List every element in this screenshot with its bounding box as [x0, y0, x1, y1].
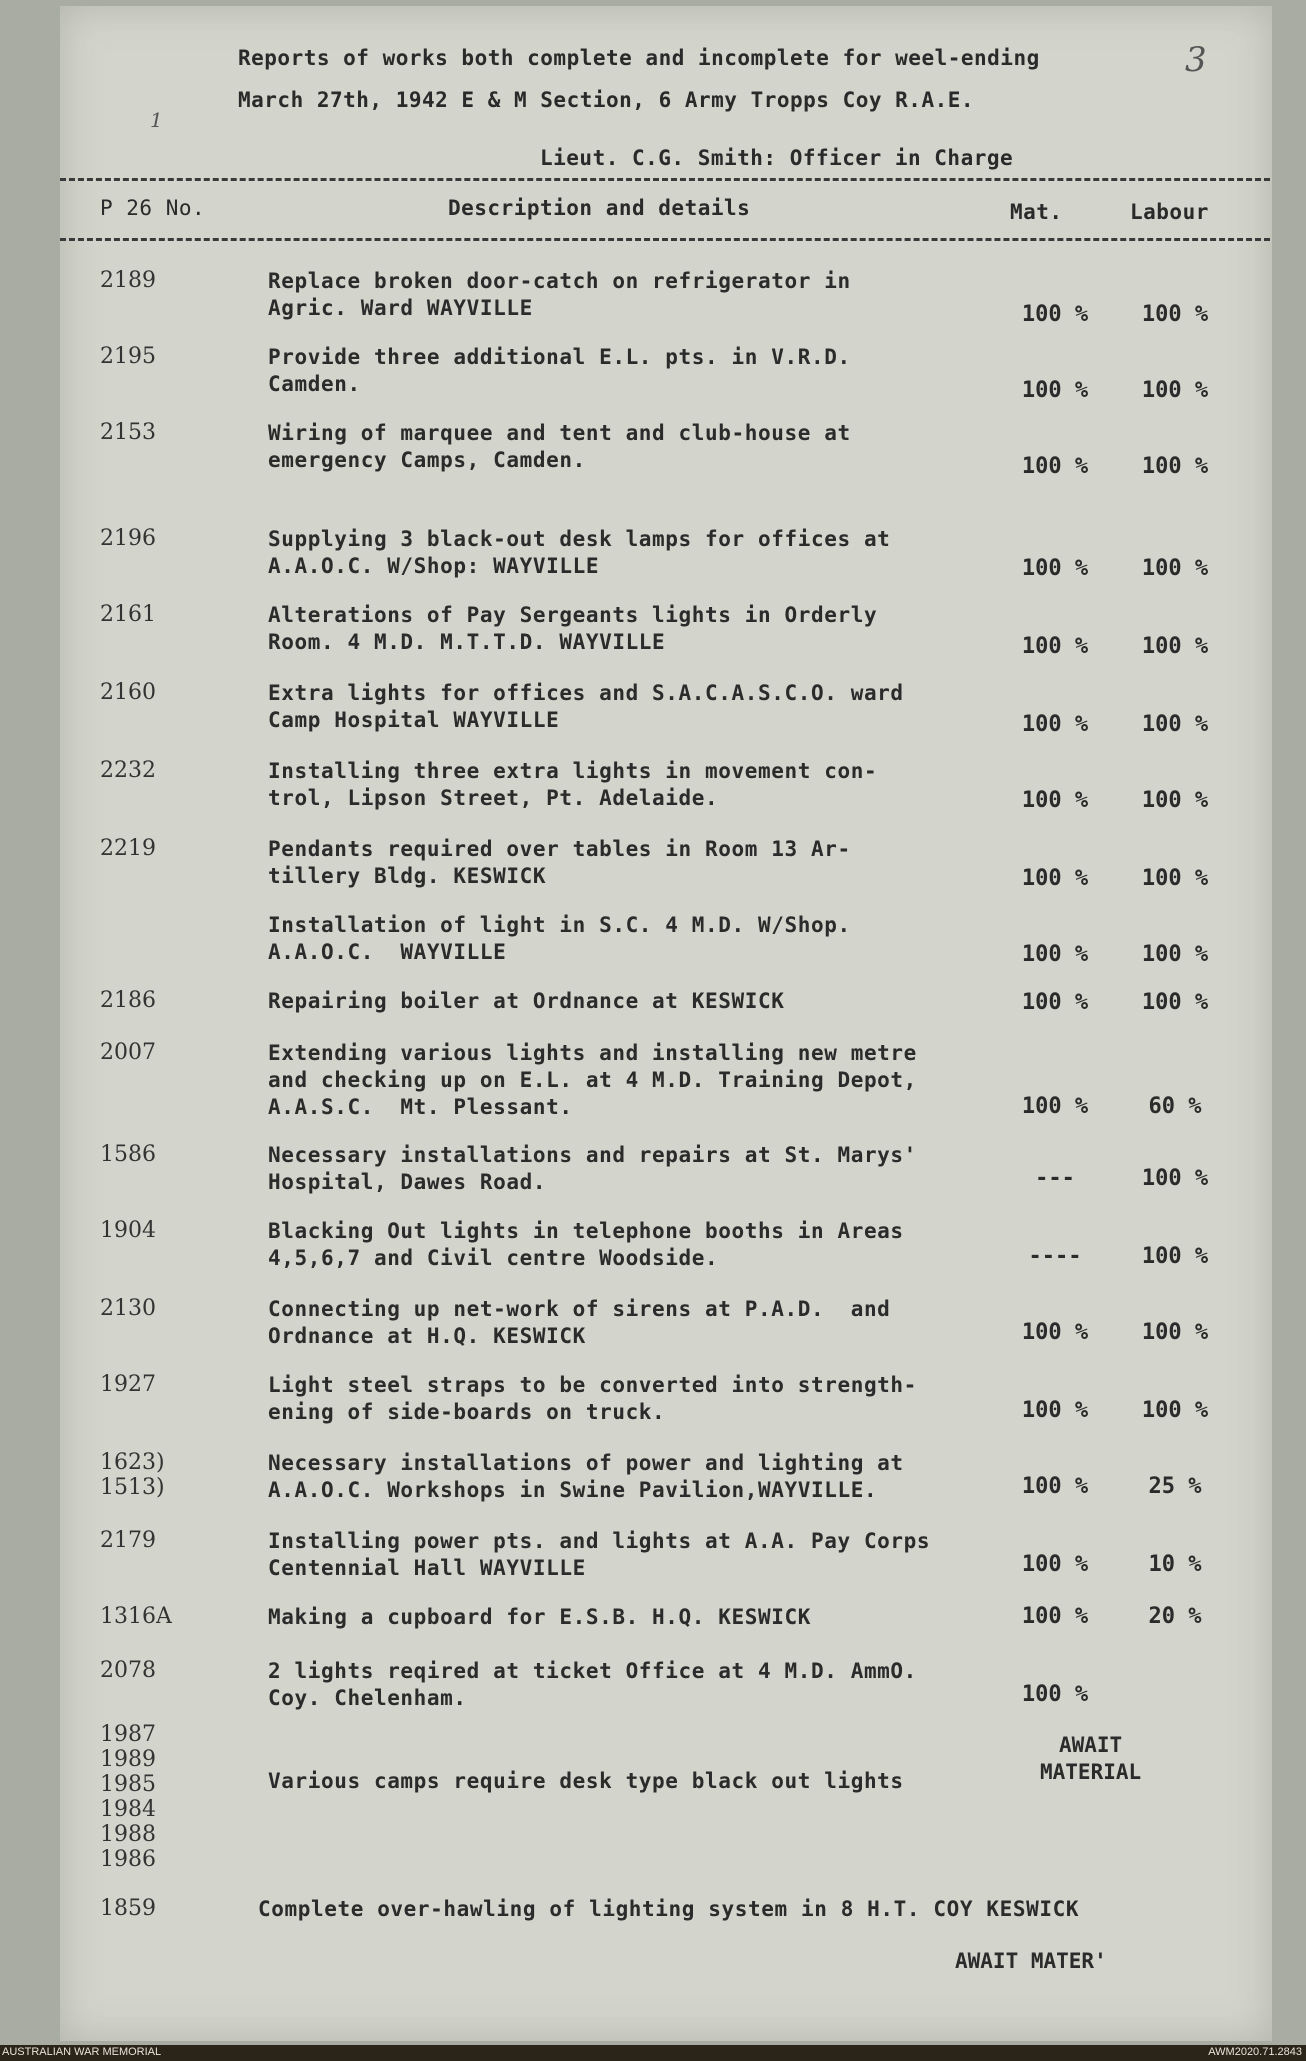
- divider-top: [60, 178, 1270, 181]
- row-labour: 100 %: [1141, 378, 1209, 403]
- row-desc: Various camps require desk type black out lights: [268, 1769, 904, 1793]
- row-desc: Pendants required over tables in Room 13 Ar- tillery Bldg. KESWICK: [268, 837, 851, 888]
- row-mat: ----: [1028, 1244, 1082, 1269]
- row-num: 1623) 1513): [100, 1450, 165, 1500]
- col-header-desc: Description and details: [448, 196, 751, 220]
- row-desc: Extending various lights and installing new metre and checking up on E.L. at 4 M.D. Training Depot, A.A.S.C. Mt. Plessant.: [268, 1041, 917, 1119]
- row-mat: 100 %: [1021, 1682, 1089, 1707]
- row-labour: 100 %: [1141, 712, 1209, 737]
- row-mat: 100 %: [1021, 1398, 1089, 1423]
- row-desc: Blacking Out lights in telephone booths in Areas 4,5,6,7 and Civil centre Woodside.: [268, 1219, 904, 1270]
- row-labour: 100 %: [1141, 788, 1209, 813]
- row-mat: 100 %: [1021, 1552, 1089, 1577]
- row-desc: Light steel straps to be converted into strength- ening of side-boards on truck.: [268, 1373, 917, 1424]
- footer-accession: AWM2020.71.2843: [1208, 2046, 1302, 2058]
- row-desc: Supplying 3 black-out desk lamps for offices at A.A.O.C. W/Shop: WAYVILLE: [268, 527, 891, 578]
- row-desc: Making a cupboard for E.S.B. H.Q. KESWICK: [268, 1605, 811, 1629]
- row-mat: ---: [1035, 1166, 1075, 1191]
- await-material-label-2: AWAIT MATER': [955, 1949, 1107, 1973]
- row-desc: Wiring of marquee and tent and club-house at emergency Camps, Camden.: [268, 421, 851, 472]
- row-num: 2078: [100, 1658, 156, 1683]
- row-num: 1927: [100, 1372, 156, 1397]
- row-desc: Installing power pts. and lights at A.A. Pay Corps Centennial Hall WAYVILLE: [268, 1529, 931, 1580]
- row-labour: 100 %: [1141, 302, 1209, 327]
- footer-source: AUSTRALIAN WAR MEMORIAL: [2, 2046, 162, 2058]
- row-mat: 100 %: [1021, 1320, 1089, 1345]
- row-num: 2195: [100, 344, 156, 369]
- row-labour: 100 %: [1141, 1320, 1209, 1345]
- row-labour: 20 %: [1148, 1604, 1202, 1629]
- row-num: 2160: [100, 680, 156, 705]
- row-labour: 10 %: [1148, 1552, 1202, 1577]
- row-desc: Replace broken door-catch on refrigerator in Agric. Ward WAYVILLE: [268, 269, 851, 320]
- row-labour: 100 %: [1141, 454, 1209, 479]
- row-mat: 100 %: [1021, 556, 1089, 581]
- row-labour: 100 %: [1141, 634, 1209, 659]
- row-desc: Necessary installations and repairs at St. Marys' Hospital, Dawes Road.: [268, 1143, 917, 1194]
- row-num: 2130: [100, 1296, 156, 1321]
- col-header-labour: Labour: [1130, 200, 1209, 224]
- row-mat: 100 %: [1021, 454, 1089, 479]
- row-num: 2161: [100, 602, 156, 627]
- row-mat: 100 %: [1021, 1094, 1089, 1119]
- row-num: 1586: [100, 1142, 156, 1167]
- row-num: 2219: [100, 836, 156, 861]
- row-mat: 100 %: [1021, 990, 1089, 1015]
- row-num: 1904: [100, 1218, 156, 1243]
- row-desc: Provide three additional E.L. pts. in V.R.D. Camden.: [268, 345, 851, 396]
- row-desc: Installation of light in S.C. 4 M.D. W/Shop. A.A.O.C. WAYVILLE: [268, 913, 851, 964]
- row-mat: 100 %: [1021, 378, 1089, 403]
- page-number: 3: [1185, 40, 1207, 80]
- row-desc: Necessary installations of power and lighting at A.A.O.C. Workshops in Swine Pavilion,WAYVILLE.: [268, 1451, 904, 1502]
- row-num: 1859: [100, 1896, 156, 1921]
- col-header-num: P 26 No.: [100, 196, 206, 220]
- row-desc: Installing three extra lights in movement con- trol, Lipson Street, Pt. Adelaide.: [268, 759, 878, 810]
- row-desc: 2 lights reqired at ticket Office at 4 M.D. AmmO. Coy. Chelenham.: [268, 1659, 917, 1710]
- await-material-label: AWAIT MATERIAL: [1040, 1733, 1142, 1784]
- row-mat: 100 %: [1021, 1474, 1089, 1499]
- row-num: 2186: [100, 988, 156, 1013]
- header-line-1: Reports of works both complete and incomplete for weel-ending: [238, 46, 1040, 70]
- margin-mark: 1: [150, 108, 163, 132]
- row-labour: 100 %: [1141, 866, 1209, 891]
- row-labour: 100 %: [1141, 942, 1209, 967]
- row-mat: 100 %: [1021, 942, 1089, 967]
- row-desc: Alterations of Pay Sergeants lights in Orderly Room. 4 M.D. M.T.T.D. WAYVILLE: [268, 603, 878, 654]
- row-labour: 100 %: [1141, 1398, 1209, 1423]
- row-num: 1316A: [100, 1604, 172, 1629]
- row-mat: 100 %: [1021, 866, 1089, 891]
- row-mat: 100 %: [1021, 788, 1089, 813]
- header-line-2: March 27th, 1942 E & M Section, 6 Army Tropps Coy R.A.E.: [238, 88, 975, 112]
- row-labour: 60 %: [1148, 1094, 1202, 1119]
- row-labour: 100 %: [1141, 1244, 1209, 1269]
- row-desc: Connecting up net-work of sirens at P.A.D. and Ordnance at H.Q. KESWICK: [268, 1297, 891, 1348]
- row-mat: 100 %: [1021, 302, 1089, 327]
- row-labour: 25 %: [1148, 1474, 1202, 1499]
- row-mat: 100 %: [1021, 634, 1089, 659]
- row-labour: 100 %: [1141, 990, 1209, 1015]
- row-desc: Complete over-hawling of lighting system in 8 H.T. COY KESWICK: [258, 1897, 1080, 1921]
- row-num: 2196: [100, 526, 156, 551]
- row-labour: 100 %: [1141, 1166, 1209, 1191]
- row-num: 2007: [100, 1040, 156, 1065]
- row-mat: 100 %: [1021, 712, 1089, 737]
- officer-line: Lieut. C.G. Smith: Officer in Charge: [540, 146, 1014, 170]
- row-num: 1987 1989 1985 1984 1988 1986: [100, 1722, 156, 1872]
- row-num: 2189: [100, 268, 156, 293]
- divider-header: [60, 238, 1270, 241]
- row-mat: 100 %: [1021, 1604, 1089, 1629]
- row-num: 2179: [100, 1528, 156, 1553]
- col-header-mat: Mat.: [1010, 200, 1063, 224]
- row-desc: Extra lights for offices and S.A.C.A.S.C.O. ward Camp Hospital WAYVILLE: [268, 681, 904, 732]
- row-labour: 100 %: [1141, 556, 1209, 581]
- row-desc: Repairing boiler at Ordnance at KESWICK: [268, 989, 785, 1013]
- row-num: 2232: [100, 758, 156, 783]
- row-num: 2153: [100, 420, 156, 445]
